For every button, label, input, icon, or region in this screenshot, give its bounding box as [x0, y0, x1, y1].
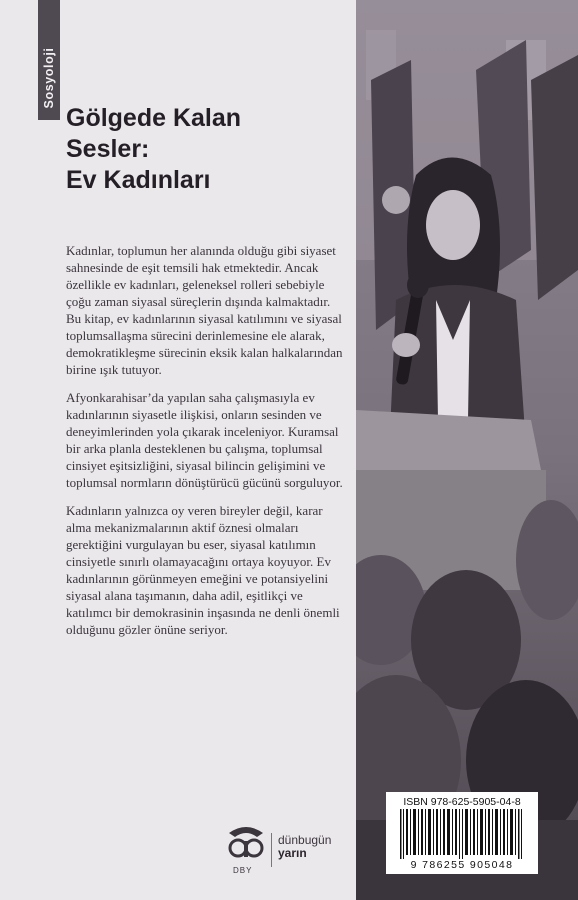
barcode-panel	[386, 792, 538, 874]
title-line-3: Ev Kadınları	[66, 166, 211, 194]
blurb-paragraph-1: Kadınlar, toplumun her alanında olduğu gibi siyaset sahnesinde de eşit temsili hak etmektedir. Ancak özellikle ev kadınları, geleneksel rolleri sebebiyle çoğu zaman siyasal süreçlerin dışında kalmaktadır. Bu kitap, ev kadınlarının siyasal katılımını ve siyasal toplumsallaşma sürecini derinlemesine ele alarak, demokratikleşme sürecinin eksik kalan halkalarından birine ışık tutuyor.	[66, 243, 343, 377]
book-title	[66, 103, 241, 196]
publisher-name-line-1: dünbugün	[278, 833, 332, 847]
publisher-name-line-2: yarın	[278, 846, 307, 860]
title-line-1: Gölgede Kalan	[66, 104, 242, 132]
speaker-photo-illustration	[356, 0, 578, 900]
dby-publisher-logo-icon	[223, 823, 269, 867]
blurb-paragraph-3: Kadınların yalnızca oy veren bireyler değil, karar alma mekanizmalarının aktif öznesi olmaları gerektiğini vurgulayan bu eser, siyasal katılımın cinsiyetle sınırlı olamayacağını ortaya koyuyor. Ev kadınlarının görünmeyen emeğini ve potansiyelini siyasal alana taşımanın, daha adil, eşitlikçi ve katılımcı bir demokrasinin inşasında ne denli önemli olduğunu gözler önüne seriyor.	[66, 503, 340, 637]
publisher-divider	[271, 833, 272, 867]
title-line-2: Sesler:	[66, 135, 150, 163]
isbn-label: ISBN 978-625-5905-04-8	[403, 796, 521, 808]
cover-photo	[356, 0, 578, 900]
blurb-paragraph-2: Afyonkarahisar’da yapılan saha çalışmasıyla ev kadınlarının siyasetle ilişkisi, onların sesinden ve deneyimlerinden yola çıkarak inceleniyor. Kuramsal bir arka planla desteklenen bu çalışma, toplumsal cinsiyet eşitsizliğini, siyasal bilincin gelişimini ve toplumsal normların dönüştürücü gücünü sorguluyor.	[66, 390, 343, 490]
barcode-icon	[386, 809, 538, 859]
blurb	[66, 242, 348, 649]
barcode-digits: 9 786255 905048	[410, 859, 514, 871]
category-label: Sosyoloji	[42, 47, 56, 109]
publisher-abbr: DBY	[233, 866, 253, 875]
